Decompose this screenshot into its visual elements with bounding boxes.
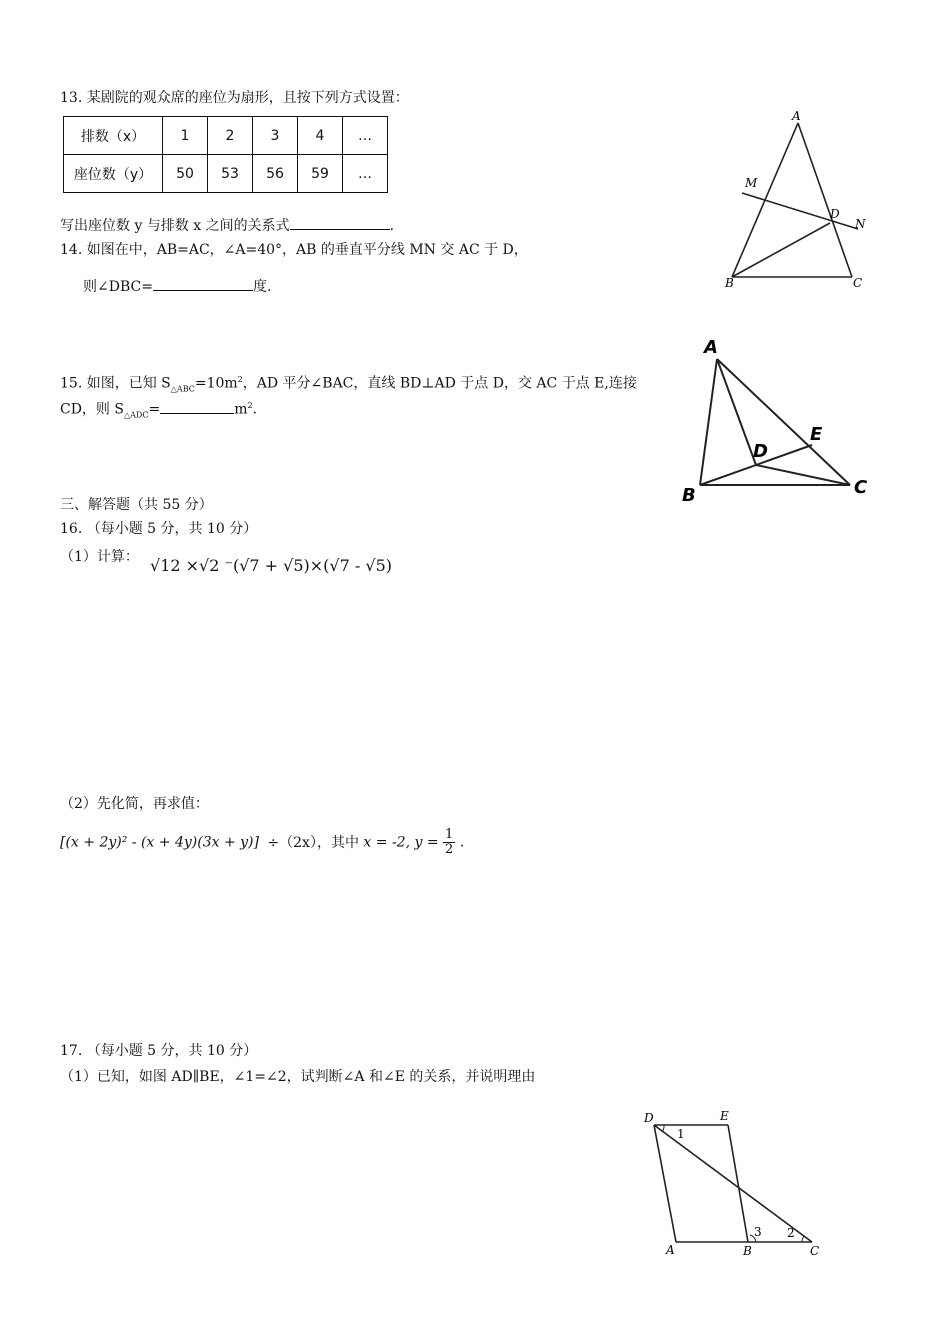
fraction-one-half [443,828,455,857]
table-header-seats: 座位数（y） [64,155,163,193]
label-B: B [743,1244,752,1258]
q16-header: 16. （每小题 5 分，共 10 分） [60,521,258,537]
q14-line2-end: 度. [252,279,272,295]
label-A: A [666,1243,675,1257]
label-A: A [704,337,718,358]
table-cell: 53 [208,155,253,193]
q17-header: 17. （每小题 5 分，共 10 分） [60,1043,258,1059]
q15-sub2: △ADC [123,410,149,420]
label-angle-1: 1 [677,1127,685,1141]
label-C: C [854,477,868,498]
label-A: A [792,109,801,123]
label-E: E [810,424,823,445]
segment-AB [700,359,717,485]
q14-figure [720,105,880,295]
answer-blank[interactable] [153,276,253,291]
q15-sup: 2 [237,375,243,384]
segment-BD [732,223,830,277]
q15-sup2: 2 [247,401,253,410]
table-cell: … [343,117,388,155]
label-D: D [753,441,768,462]
q15-text-a: 15. 如图，已知 S [60,375,171,392]
fraction-denominator: 2 [445,842,454,857]
table-cell: 59 [298,155,343,193]
q15-figure [680,335,880,505]
q16-p2-expr-a: [(x + 2y)² - (x + 4y)(3x + y)] [60,834,259,851]
segment-DC [654,1125,812,1242]
table-cell: 3 [253,117,298,155]
q14-line2 [83,276,271,297]
segment-MN [742,193,858,229]
answer-blank[interactable] [160,399,234,414]
label-N: N [855,217,866,231]
table-cell: 56 [253,155,298,193]
q16-p2-expr-b: ÷（2x），其中 [267,834,359,851]
q14-line2-start: 则∠DBC= [83,279,153,295]
angle-1-arc [662,1125,664,1132]
label-angle-2: 2 [787,1226,795,1240]
q17-p1: （1）已知，如图 AD∥BE，∠1=∠2，试判断∠A 和∠E 的关系，并说明理由 [60,1069,536,1085]
angle-2-arc [802,1236,804,1242]
q15-text-b: =10m [194,375,238,392]
segment-AC [717,359,850,485]
q16-p2-expression [60,828,464,857]
q13-answer-line [60,215,394,236]
table-cell: … [343,155,388,193]
label-D: D [830,207,840,221]
q15-line2 [60,396,257,425]
section-3-title: 三、解答题（共 55 分） [60,497,213,513]
q16-p2-label: （2）先化简，再求值： [60,796,209,812]
segment-DC [756,465,850,485]
label-C: C [810,1244,820,1258]
table-cell: 50 [163,155,208,193]
q17-figure [640,1105,840,1265]
q13-after-text: 写出座位数 y 与排数 x 之间的关系式 [60,218,290,234]
table-header-rows: 排数（x） [64,117,163,155]
q15-text-f: m [234,401,248,418]
q13-period: . [389,218,395,234]
segment-DA [654,1125,676,1242]
label-B: B [682,485,696,506]
q13-text: 13. 某剧院的观众席的座位为扇形，且按下列方式设置： [60,90,409,106]
table-row [64,155,388,193]
segment-EB [728,1125,748,1242]
q15-text-e: = [148,401,161,418]
table-cell: 1 [163,117,208,155]
seat-table [63,116,388,193]
table-cell: 4 [298,117,343,155]
segment-AC [798,123,852,277]
answer-blank[interactable] [290,215,390,230]
q15-sub: △ABC [170,384,195,394]
label-C: C [853,276,863,290]
label-B: B [725,276,734,290]
q15-period: . [252,401,258,418]
q15-text-d: CD，则 S [60,401,124,418]
q16-p2-expr-c: x = -2, y = [363,834,439,851]
table-row [64,117,388,155]
label-D: D [644,1111,654,1125]
label-E: E [720,1109,729,1123]
q16-p1-label: （1）计算： [60,549,139,565]
q14-line1: 14. 如图在中，AB=AC，∠A=40°，AB 的垂直平分线 MN 交 AC 于 D， [60,242,528,258]
q16-p1-expression: √12 ×√2 ⁻(√7 + √5)×(√7 - √5) [150,556,392,575]
q16-p2-end: . [459,834,465,851]
label-angle-3: 3 [754,1225,762,1239]
fraction-numerator: 1 [445,827,454,842]
table-cell: 2 [208,117,253,155]
label-M: M [745,176,758,190]
segment-AD [717,359,756,465]
q15-text-c: ，AD 平分∠BAC，直线 BD⊥AD 于点 D，交 AC 于点 E,连接 [242,375,637,392]
